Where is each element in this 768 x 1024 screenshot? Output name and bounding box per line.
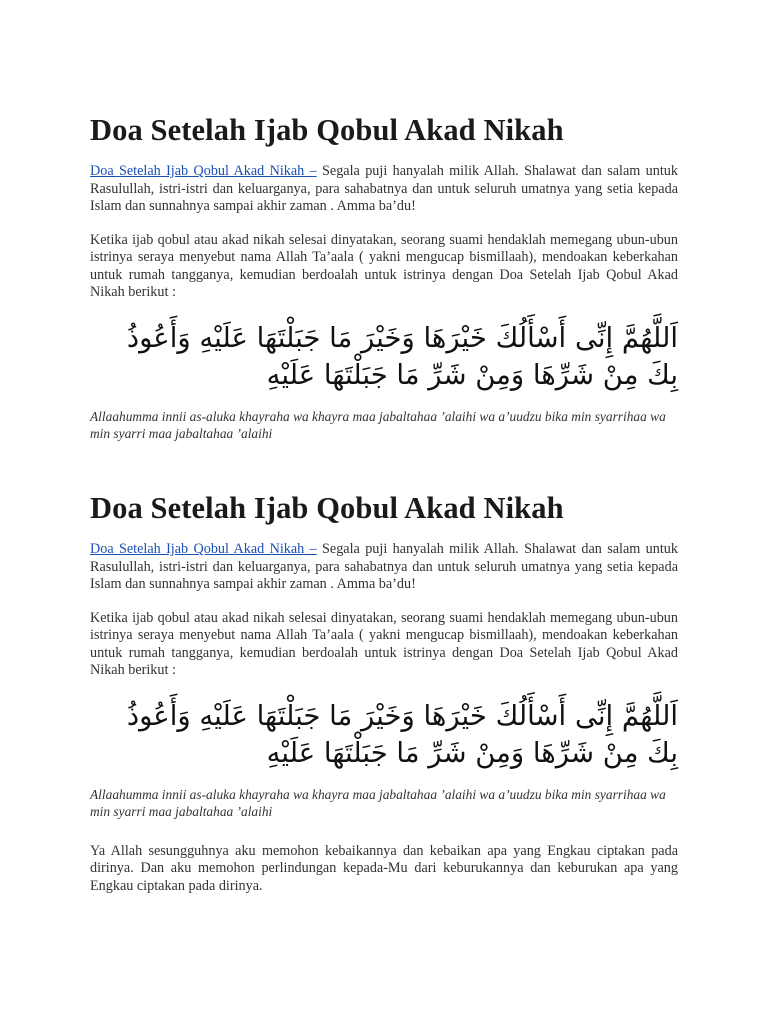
article-title: Doa Setelah Ijab Qobul Akad Nikah — [90, 491, 564, 525]
intro-text: Segala puji hanyalah milik Allah. Shalawat dan salam untuk Rasulullah, istri-istri dan keluarganya, para sahabatnya dan untuk seluruh umatnya yang setia kepada Islam dan sunnahnya sampai akhir zaman . Amma ba’du! — [90, 541, 678, 592]
intro-paragraph — [90, 541, 678, 594]
article-title-link[interactable]: Doa Setelah Ijab Qobul Akad Nikah – — [90, 541, 317, 557]
article-section — [90, 488, 678, 895]
instruction-paragraph: Ketika ijab qobul atau akad nikah selesai dinyatakan, seorang suami hendaklah memegang ubun-ubun istrinya seraya menyebut nama Allah Ta’aala ( yakni mengucap bismillaah), mendoakan keberkahan untuk rumah tangganya, kemudian berdoalah untuk istrinya dengan Doa Setelah Ijab Qobul Akad Nikah berikut : — [90, 231, 678, 300]
translation-paragraph: Ya Allah sesungguhnya aku memohon kebaikannya dan kebaikan apa yang Engkau ciptakan pada dirinya. Dan aku memohon perlindungan kepada-Mu dari keburukannya dan keburukan apa yang Engkau ciptakan pada dirinya. — [90, 842, 678, 894]
article-title-link[interactable]: Doa Setelah Ijab Qobul Akad Nikah – — [90, 163, 317, 179]
latin-transliteration: Allaahumma innii as-aluka khayraha wa khayra maa jabaltahaa ’alaihi wa a’uudzu bika min syarrihaa wa min syarri maa jabaltahaa ’alaihi — [90, 408, 666, 441]
intro-paragraph — [90, 163, 678, 216]
arabic-prayer: اَللَّهُمَّ إِنِّى أَسْأَلُكَ خَيْرَهَا وَخَيْرَ مَا جَبَلْتَهَا عَلَيْهِ وَأَعُوذُ بِكَ مِنْ شَرِّهَا وَمِنْ شَرِّ مَا جَبَلْتَهَا عَلَيْهِ — [126, 699, 678, 769]
article-section — [90, 110, 678, 443]
instruction-paragraph: Ketika ijab qobul atau akad nikah selesai dinyatakan, seorang suami hendaklah memegang ubun-ubun istrinya seraya menyebut nama Allah Ta’aala ( yakni mengucap bismillaah), mendoakan keberkahan untuk rumah tangganya, kemudian berdoalah untuk istrinya dengan Doa Setelah Ijab Qobul Akad Nikah berikut : — [90, 609, 678, 678]
article-title: Doa Setelah Ijab Qobul Akad Nikah — [90, 113, 564, 147]
latin-transliteration: Allaahumma innii as-aluka khayraha wa khayra maa jabaltahaa ’alaihi wa a’uudzu bika min syarrihaa wa min syarri maa jabaltahaa ’alaihi — [90, 786, 666, 819]
arabic-prayer: اَللَّهُمَّ إِنِّى أَسْأَلُكَ خَيْرَهَا وَخَيْرَ مَا جَبَلْتَهَا عَلَيْهِ وَأَعُوذُ بِكَ مِنْ شَرِّهَا وَمِنْ شَرِّ مَا جَبَلْتَهَا عَلَيْهِ — [126, 321, 678, 391]
intro-text: Segala puji hanyalah milik Allah. Shalawat dan salam untuk Rasulullah, istri-istri dan keluarganya, para sahabatnya dan untuk seluruh umatnya yang setia kepada Islam dan sunnahnya sampai akhir zaman . Amma ba’du! — [90, 163, 678, 214]
